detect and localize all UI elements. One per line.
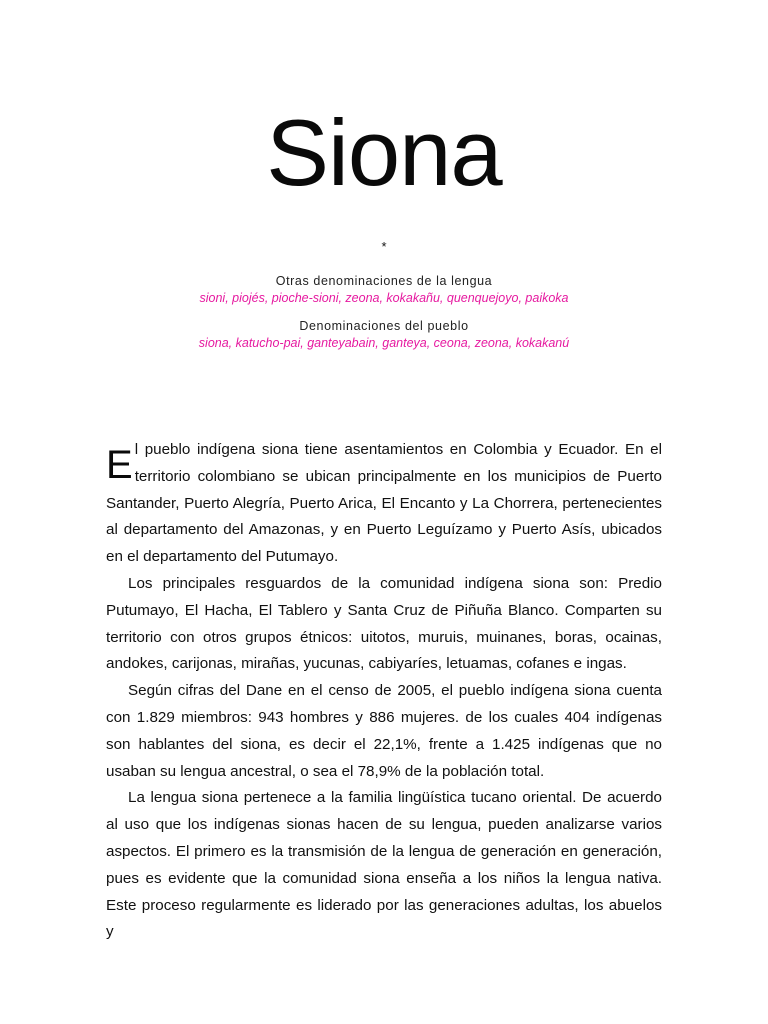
paragraph-4: La lengua siona pertenece a la familia lingüística tucano oriental. De acuerdo al uso que los indígenas sionas hacen de su lengua, pueden analizarse varios aspectos. El primero es la transmisión de la lengua de generación en generación, pues es evidente que la comunidad siona enseña a los niños la lengua nativa. Este proceso regularmente es liderado por las generaciones adultas, los abuelos y [106, 789, 662, 941]
body-text [106, 437, 662, 946]
separator-asterisk: * [381, 239, 387, 254]
paragraph-1-text: l pueblo indígena siona tiene asentamientos en Colombia y Ecuador. En el territorio colombiano se ubican principalmente en los municipios de Puerto Santander, Puerto Alegría, Puerto Arica, El Encanto y La Chorrera, pertenecientes al departamento del Amazonas, y en Puerto Leguízamo y Puerto Asís, ubicados en el departamento del Putumayo. [106, 441, 662, 566]
drop-cap: E [106, 443, 133, 487]
people-names-label: Denominaciones del pueblo [299, 319, 469, 333]
paragraph-2: Los principales resguardos de la comunidad indígena siona son: Predio Putumayo, El Hacha, El Tablero y Santa Cruz de Piñuña Blanco. Comparten su territorio con otros grupos étnicos: uitotos, muruis, muinanes, boras, ocainas, andokes, carijonas, mirañas, yucunas, cabiyaríes, letuamas, cofanes e ingas. [106, 574, 662, 673]
paragraph-1 [106, 437, 662, 571]
page-title: Siona [266, 100, 502, 205]
language-names-list: sioni, piojés, pioche-sioni, zeona, kokakañu, quenquejoyo, paikoka [199, 291, 569, 305]
language-names-label: Otras denominaciones de la lengua [275, 274, 493, 288]
people-names-list: siona, katucho-pai, ganteyabain, ganteya, ceona, zeona, kokakanú [198, 336, 570, 350]
paragraph-3: Según cifras del Dane en el censo de 2005, el pueblo indígena siona cuenta con 1.829 miembros: 943 hombres y 886 mujeres. de los cuales 404 indígenas son hablantes del siona, es decir el 22,1%, frente a 1.425 indígenas que no usaban su lengua ancestral, o sea el 78,9% de la población total. [106, 682, 662, 780]
language-names-block [0, 273, 768, 307]
people-names-block [0, 318, 768, 352]
